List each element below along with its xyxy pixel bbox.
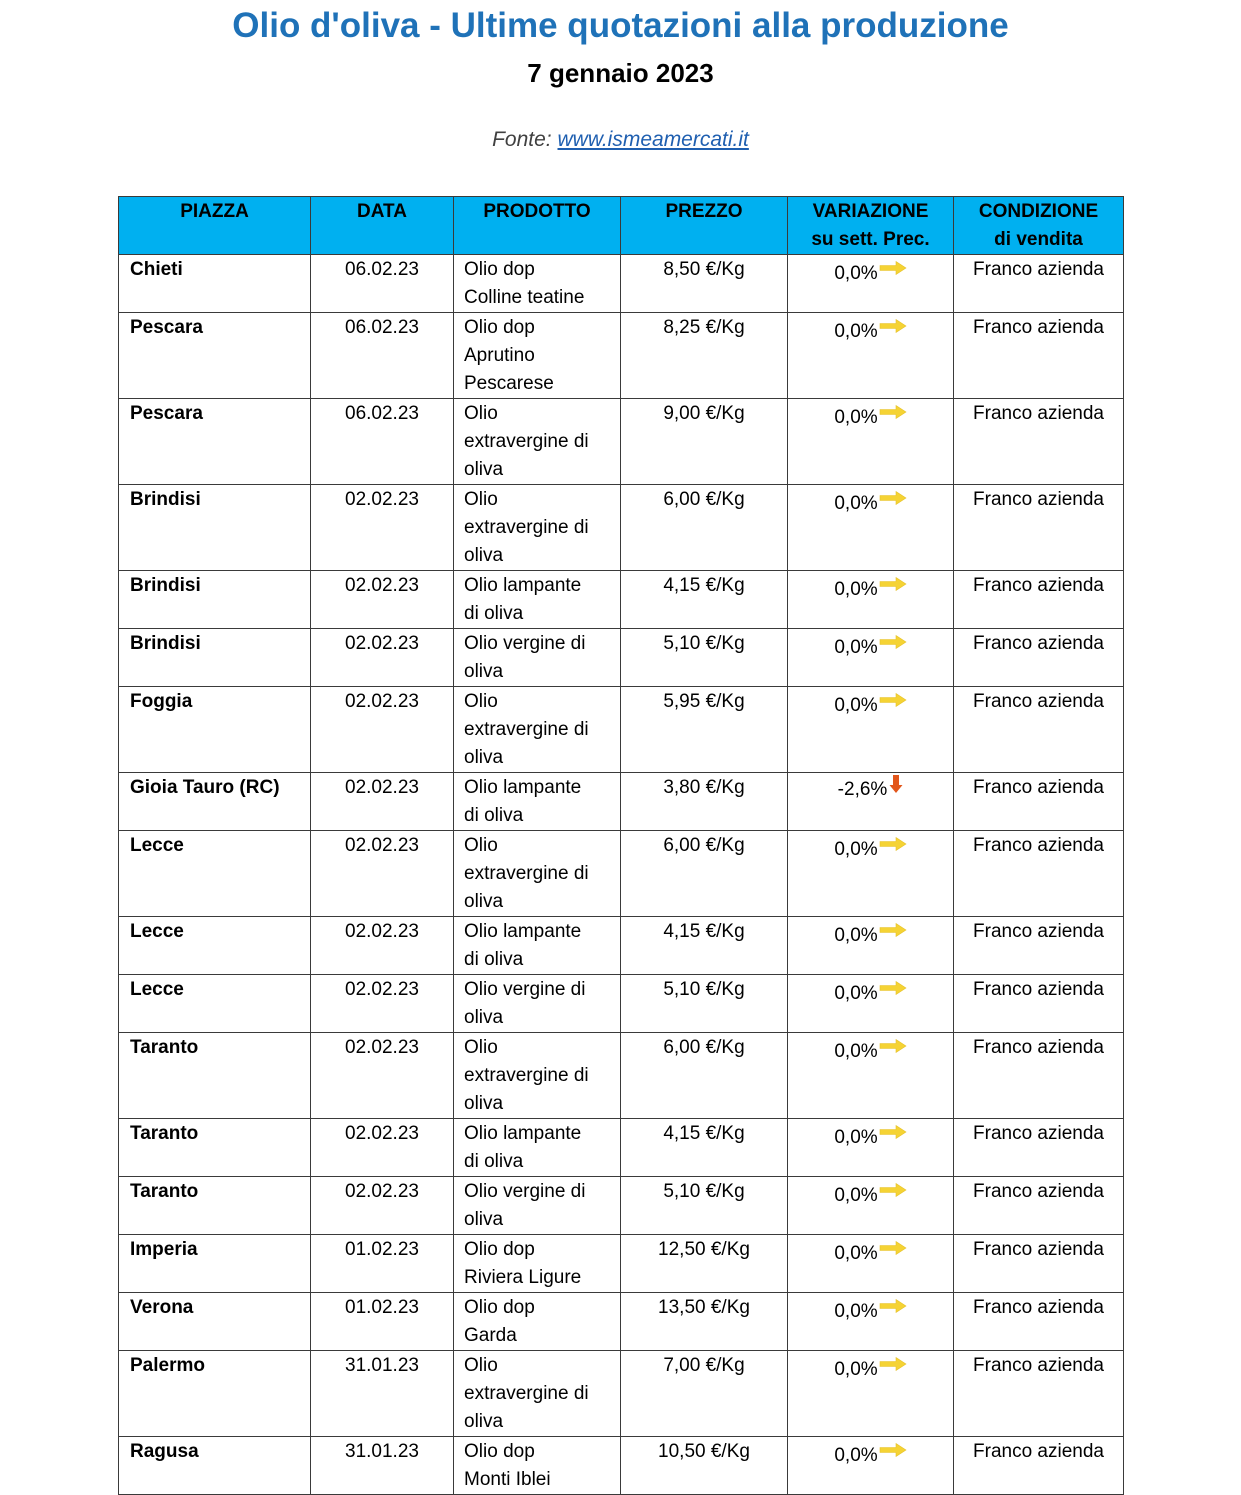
page-title: Olio d'oliva - Ultime quotazioni alla produzione bbox=[232, 6, 1009, 45]
prodotto-line: Olio vergine di bbox=[464, 633, 586, 654]
cell-prodotto bbox=[454, 1437, 621, 1495]
table-row bbox=[119, 485, 1124, 571]
cell-condizione: Franco azienda bbox=[954, 1351, 1124, 1437]
prodotto-line: Riviera Ligure bbox=[464, 1267, 582, 1288]
prodotto-line: Olio bbox=[464, 403, 498, 424]
table-row bbox=[119, 1351, 1124, 1437]
header-condizione-line1: CONDIZIONE bbox=[978, 201, 1099, 222]
prodotto-line: extravergine di bbox=[464, 517, 589, 538]
header-prezzo: PREZZO bbox=[621, 197, 788, 255]
cell-piazza: Imperia bbox=[119, 1235, 311, 1293]
table-row bbox=[119, 571, 1124, 629]
cell-piazza: Taranto bbox=[119, 1177, 311, 1235]
variazione-value: 0,0% bbox=[834, 1445, 878, 1466]
prodotto-line: Olio dop bbox=[464, 317, 535, 338]
cell-piazza: Pescara bbox=[119, 399, 311, 485]
table-row bbox=[119, 1437, 1124, 1495]
cell-prezzo: 8,25 €/Kg bbox=[621, 313, 788, 399]
cell-condizione: Franco azienda bbox=[954, 399, 1124, 485]
cell-variazione bbox=[788, 571, 954, 629]
prodotto-line: Olio dop bbox=[464, 1297, 535, 1318]
variazione-value: 0,0% bbox=[834, 493, 878, 514]
table-row bbox=[119, 917, 1124, 975]
variazione-value: 0,0% bbox=[834, 983, 878, 1004]
cell-piazza: Taranto bbox=[119, 1033, 311, 1119]
cell-prodotto bbox=[454, 773, 621, 831]
cell-condizione: Franco azienda bbox=[954, 1033, 1124, 1119]
source-line bbox=[0, 126, 1241, 154]
variazione-value: 0,0% bbox=[834, 321, 878, 342]
cell-data: 02.02.23 bbox=[311, 571, 454, 629]
prodotto-line: oliva bbox=[464, 545, 504, 566]
variazione-value: 0,0% bbox=[834, 579, 878, 600]
cell-variazione bbox=[788, 831, 954, 917]
arrow-right-icon bbox=[879, 400, 907, 428]
prodotto-line: Olio bbox=[464, 691, 498, 712]
prodotto-line: di oliva bbox=[464, 949, 524, 970]
header-prodotto: PRODOTTO bbox=[454, 197, 621, 255]
cell-prezzo: 5,10 €/Kg bbox=[621, 975, 788, 1033]
arrow-right-icon bbox=[879, 688, 907, 716]
variazione-value: 0,0% bbox=[834, 1041, 878, 1062]
variazione-value: 0,0% bbox=[834, 925, 878, 946]
variazione-value: 0,0% bbox=[834, 1359, 878, 1380]
cell-condizione: Franco azienda bbox=[954, 255, 1124, 313]
cell-piazza: Chieti bbox=[119, 255, 311, 313]
table-row bbox=[119, 399, 1124, 485]
cell-variazione bbox=[788, 687, 954, 773]
cell-prodotto bbox=[454, 975, 621, 1033]
cell-condizione: Franco azienda bbox=[954, 1119, 1124, 1177]
cell-piazza: Lecce bbox=[119, 975, 311, 1033]
cell-prezzo: 4,15 €/Kg bbox=[621, 1119, 788, 1177]
cell-data: 02.02.23 bbox=[311, 687, 454, 773]
cell-data: 02.02.23 bbox=[311, 975, 454, 1033]
header-condizione-line2: di vendita bbox=[994, 229, 1083, 250]
cell-prodotto bbox=[454, 1293, 621, 1351]
prodotto-line: oliva bbox=[464, 747, 504, 768]
cell-data: 01.02.23 bbox=[311, 1293, 454, 1351]
cell-data: 31.01.23 bbox=[311, 1351, 454, 1437]
table-row bbox=[119, 1293, 1124, 1351]
header-piazza: PIAZZA bbox=[119, 197, 311, 255]
cell-condizione: Franco azienda bbox=[954, 313, 1124, 399]
cell-condizione: Franco azienda bbox=[954, 571, 1124, 629]
cell-prezzo: 4,15 €/Kg bbox=[621, 571, 788, 629]
arrow-right-icon bbox=[879, 1236, 907, 1264]
cell-variazione bbox=[788, 1235, 954, 1293]
header-data: DATA bbox=[311, 197, 454, 255]
cell-prezzo: 13,50 €/Kg bbox=[621, 1293, 788, 1351]
cell-prezzo: 12,50 €/Kg bbox=[621, 1235, 788, 1293]
cell-data: 02.02.23 bbox=[311, 485, 454, 571]
cell-condizione: Franco azienda bbox=[954, 1293, 1124, 1351]
prodotto-line: oliva bbox=[464, 459, 504, 480]
cell-data: 02.02.23 bbox=[311, 1033, 454, 1119]
prodotto-line: extravergine di bbox=[464, 1383, 589, 1404]
prodotto-line: oliva bbox=[464, 1093, 504, 1114]
variazione-value: 0,0% bbox=[834, 1127, 878, 1148]
cell-piazza: Lecce bbox=[119, 831, 311, 917]
prodotto-line: oliva bbox=[464, 1209, 504, 1230]
arrow-down-icon bbox=[889, 774, 903, 803]
prodotto-line: di oliva bbox=[464, 805, 524, 826]
cell-piazza: Gioia Tauro (RC) bbox=[119, 773, 311, 831]
cell-data: 06.02.23 bbox=[311, 313, 454, 399]
prodotto-line: extravergine di bbox=[464, 863, 589, 884]
cell-condizione: Franco azienda bbox=[954, 629, 1124, 687]
prodotto-line: extravergine di bbox=[464, 1065, 589, 1086]
table-row bbox=[119, 773, 1124, 831]
cell-variazione bbox=[788, 975, 954, 1033]
table-row bbox=[119, 1177, 1124, 1235]
cell-data: 02.02.23 bbox=[311, 917, 454, 975]
cell-prezzo: 8,50 €/Kg bbox=[621, 255, 788, 313]
table-row bbox=[119, 629, 1124, 687]
cell-piazza: Brindisi bbox=[119, 571, 311, 629]
arrow-right-icon bbox=[879, 256, 907, 284]
source-link[interactable]: www.ismeamercati.it bbox=[557, 128, 749, 151]
variazione-value: 0,0% bbox=[834, 695, 878, 716]
cell-prezzo: 6,00 €/Kg bbox=[621, 831, 788, 917]
cell-variazione bbox=[788, 629, 954, 687]
cell-condizione: Franco azienda bbox=[954, 773, 1124, 831]
prodotto-line: Monti Iblei bbox=[464, 1469, 551, 1490]
cell-piazza: Foggia bbox=[119, 687, 311, 773]
cell-prodotto bbox=[454, 1177, 621, 1235]
cell-prezzo: 6,00 €/Kg bbox=[621, 485, 788, 571]
variazione-value: 0,0% bbox=[834, 1243, 878, 1264]
cell-prodotto bbox=[454, 571, 621, 629]
cell-data: 02.02.23 bbox=[311, 629, 454, 687]
cell-prodotto bbox=[454, 399, 621, 485]
table-row bbox=[119, 831, 1124, 917]
cell-condizione: Franco azienda bbox=[954, 1437, 1124, 1495]
cell-data: 02.02.23 bbox=[311, 1119, 454, 1177]
cell-piazza: Lecce bbox=[119, 917, 311, 975]
source-label: Fonte: bbox=[492, 128, 552, 151]
cell-prodotto bbox=[454, 687, 621, 773]
variazione-value: 0,0% bbox=[834, 263, 878, 284]
cell-prezzo: 3,80 €/Kg bbox=[621, 773, 788, 831]
cell-piazza: Pescara bbox=[119, 313, 311, 399]
cell-piazza: Verona bbox=[119, 1293, 311, 1351]
cell-variazione bbox=[788, 1177, 954, 1235]
variazione-value: 0,0% bbox=[834, 407, 878, 428]
cell-prodotto bbox=[454, 313, 621, 399]
cell-data: 02.02.23 bbox=[311, 831, 454, 917]
variazione-value: 0,0% bbox=[834, 839, 878, 860]
arrow-right-icon bbox=[879, 630, 907, 658]
cell-condizione: Franco azienda bbox=[954, 1235, 1124, 1293]
table-row bbox=[119, 975, 1124, 1033]
arrow-right-icon bbox=[879, 486, 907, 514]
arrow-right-icon bbox=[879, 1120, 907, 1148]
cell-prezzo: 9,00 €/Kg bbox=[621, 399, 788, 485]
cell-variazione bbox=[788, 399, 954, 485]
prodotto-line: oliva bbox=[464, 1007, 504, 1028]
cell-prodotto bbox=[454, 1033, 621, 1119]
cell-condizione: Franco azienda bbox=[954, 831, 1124, 917]
cell-prodotto bbox=[454, 1119, 621, 1177]
prodotto-line: Colline teatine bbox=[464, 287, 585, 308]
cell-prodotto bbox=[454, 629, 621, 687]
prodotto-line: Olio dop bbox=[464, 259, 535, 280]
table-body bbox=[119, 255, 1124, 1495]
table-row bbox=[119, 1119, 1124, 1177]
cell-variazione bbox=[788, 1437, 954, 1495]
page-date: 7 gennaio 2023 bbox=[527, 58, 714, 88]
cell-prezzo: 5,10 €/Kg bbox=[621, 1177, 788, 1235]
cell-variazione bbox=[788, 1033, 954, 1119]
cell-data: 02.02.23 bbox=[311, 773, 454, 831]
arrow-right-icon bbox=[879, 1352, 907, 1380]
arrow-right-icon bbox=[879, 1438, 907, 1466]
cell-piazza: Brindisi bbox=[119, 629, 311, 687]
header-variazione bbox=[788, 197, 954, 255]
cell-prodotto bbox=[454, 485, 621, 571]
cell-piazza: Taranto bbox=[119, 1119, 311, 1177]
arrow-right-icon bbox=[879, 832, 907, 860]
cell-variazione bbox=[788, 485, 954, 571]
cell-variazione bbox=[788, 1293, 954, 1351]
prodotto-line: Olio bbox=[464, 1037, 498, 1058]
prodotto-line: Olio bbox=[464, 835, 498, 856]
variazione-value: 0,0% bbox=[834, 1185, 878, 1206]
arrow-right-icon bbox=[879, 572, 907, 600]
header-condizione bbox=[954, 197, 1124, 255]
header-variazione-line1: VARIAZIONE bbox=[812, 201, 929, 222]
prices-table bbox=[118, 196, 1124, 1495]
prodotto-line: Olio lampante bbox=[464, 777, 582, 798]
cell-variazione bbox=[788, 917, 954, 975]
arrow-right-icon bbox=[879, 1034, 907, 1062]
arrow-right-icon bbox=[879, 1178, 907, 1206]
cell-piazza: Brindisi bbox=[119, 485, 311, 571]
cell-piazza: Palermo bbox=[119, 1351, 311, 1437]
cell-variazione bbox=[788, 313, 954, 399]
cell-prezzo: 4,15 €/Kg bbox=[621, 917, 788, 975]
variazione-value: -2,6% bbox=[837, 779, 888, 800]
variazione-value: 0,0% bbox=[834, 1301, 878, 1322]
arrow-right-icon bbox=[879, 314, 907, 342]
table-header-row bbox=[119, 197, 1124, 255]
cell-data: 01.02.23 bbox=[311, 1235, 454, 1293]
prodotto-line: di oliva bbox=[464, 1151, 524, 1172]
cell-prodotto bbox=[454, 255, 621, 313]
table-row bbox=[119, 1033, 1124, 1119]
prodotto-line: Olio lampante bbox=[464, 921, 582, 942]
table-row bbox=[119, 1235, 1124, 1293]
variazione-value: 0,0% bbox=[834, 637, 878, 658]
prodotto-line: Garda bbox=[464, 1325, 517, 1346]
prodotto-line: Olio bbox=[464, 1355, 498, 1376]
prodotto-line: oliva bbox=[464, 1411, 504, 1432]
cell-prodotto bbox=[454, 831, 621, 917]
cell-prezzo: 7,00 €/Kg bbox=[621, 1351, 788, 1437]
cell-prodotto bbox=[454, 917, 621, 975]
prodotto-line: Olio lampante bbox=[464, 1123, 582, 1144]
prodotto-line: Aprutino bbox=[464, 345, 535, 366]
cell-condizione: Franco azienda bbox=[954, 485, 1124, 571]
arrow-right-icon bbox=[879, 918, 907, 946]
cell-variazione bbox=[788, 1351, 954, 1437]
cell-prezzo: 10,50 €/Kg bbox=[621, 1437, 788, 1495]
prodotto-line: extravergine di bbox=[464, 431, 589, 452]
header-variazione-line2: su sett. Prec. bbox=[811, 229, 930, 250]
cell-data: 06.02.23 bbox=[311, 255, 454, 313]
table-row bbox=[119, 255, 1124, 313]
cell-piazza: Ragusa bbox=[119, 1437, 311, 1495]
cell-condizione: Franco azienda bbox=[954, 1177, 1124, 1235]
cell-prezzo: 5,95 €/Kg bbox=[621, 687, 788, 773]
cell-condizione: Franco azienda bbox=[954, 917, 1124, 975]
prodotto-line: Olio vergine di bbox=[464, 1181, 586, 1202]
prodotto-line: Olio lampante bbox=[464, 575, 582, 596]
prodotto-line: Pescarese bbox=[464, 373, 554, 394]
prodotto-line: Olio dop bbox=[464, 1441, 535, 1462]
cell-condizione: Franco azienda bbox=[954, 687, 1124, 773]
cell-prezzo: 5,10 €/Kg bbox=[621, 629, 788, 687]
cell-data: 31.01.23 bbox=[311, 1437, 454, 1495]
cell-condizione: Franco azienda bbox=[954, 975, 1124, 1033]
table-row bbox=[119, 687, 1124, 773]
cell-prodotto bbox=[454, 1351, 621, 1437]
prodotto-line: extravergine di bbox=[464, 719, 589, 740]
prodotto-line: Olio vergine di bbox=[464, 979, 586, 1000]
cell-variazione bbox=[788, 1119, 954, 1177]
arrow-right-icon bbox=[879, 976, 907, 1004]
prodotto-line: Olio bbox=[464, 489, 498, 510]
table-row bbox=[119, 313, 1124, 399]
prodotto-line: oliva bbox=[464, 891, 504, 912]
prodotto-line: di oliva bbox=[464, 603, 524, 624]
cell-variazione bbox=[788, 255, 954, 313]
prodotto-line: Olio dop bbox=[464, 1239, 535, 1260]
cell-prodotto bbox=[454, 1235, 621, 1293]
cell-data: 06.02.23 bbox=[311, 399, 454, 485]
cell-data: 02.02.23 bbox=[311, 1177, 454, 1235]
arrow-right-icon bbox=[879, 1294, 907, 1322]
prodotto-line: oliva bbox=[464, 661, 504, 682]
cell-prezzo: 6,00 €/Kg bbox=[621, 1033, 788, 1119]
cell-variazione bbox=[788, 773, 954, 831]
